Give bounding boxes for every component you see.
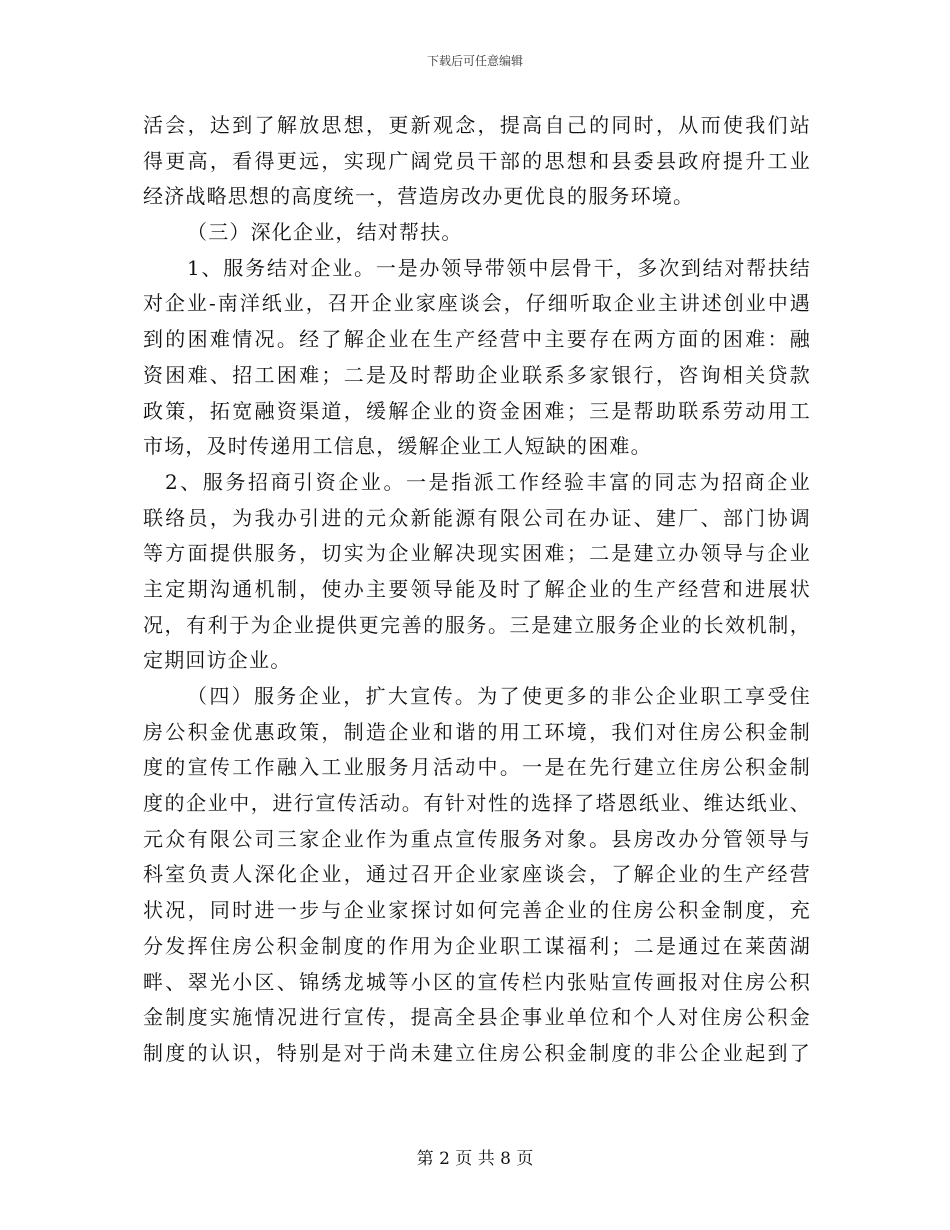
text-line: 况，有利于为企业提供更完善的服务。三是建立服务企业的长效机制， (143, 612, 811, 637)
text-line: 政策，拓宽融资渠道，缓解企业的资金困难；三是帮助联系劳动用工 (143, 398, 811, 423)
text-line: 等方面提供服务，切实为企业解决现实困难；二是建立办领导与企业 (143, 541, 811, 566)
text-line: 联络员，为我办引进的元众新能源有限公司在办证、建厂、部门协调 (143, 505, 811, 530)
text-line: 资困难、招工困难；二是及时帮助企业联系多家银行，咨询相关贷款 (143, 362, 811, 387)
text-line: 元众有限公司三家企业作为重点宣传服务对象。县房改办分管领导与 (143, 826, 811, 851)
text-line: 定期回访企业。 (143, 648, 292, 673)
text-line: 分发挥住房公积金制度的作用为企业职工谋福利；二是通过在莱茵湖 (143, 933, 811, 958)
text-line: 状况，同时进一步与企业家探讨如何完善企业的住房公积金制度，充 (143, 898, 811, 923)
text-line: 市场，及时传递用工信息，缓解企业工人短缺的困难。 (143, 434, 652, 459)
text-line: 得更高，看得更远，实现广阔党员干部的思想和县委县政府提升工业 (143, 148, 811, 173)
text-line: 经济战略思想的高度统一，营造房改办更优良的服务环境。 (143, 184, 695, 209)
text-line: 房公积金优惠政策，制造企业和谐的用工环境，我们对住房公积金制 (143, 719, 811, 744)
text-line: 1、服务结对企业。一是办领导带领中层骨干，多次到结对帮扶结 (187, 255, 811, 280)
text-line: 度的企业中，进行宣传活动。有针对性的选择了塔恩纸业、维达纸业、 (143, 791, 811, 816)
text-line: 金制度实施情况进行宣传，提高全县企事业单位和个人对住房公积金 (143, 1005, 811, 1030)
section-heading: （三）深化企业，结对帮扶。 (187, 220, 463, 245)
text-line: 对企业-南洋纸业，召开企业家座谈会，仔细听取企业主讲述创业中遇 (143, 291, 811, 316)
text-line: 制度的认识，特别是对于尚未建立住房公积金制度的非公企业起到了 (143, 1040, 811, 1065)
text-line: 度的宣传工作融入工业服务月活动中。一是在先行建立住房公积金制 (143, 755, 811, 780)
text-line: 活会，达到了解放思想，更新观念，提高自己的同时，从而使我们站 (143, 113, 811, 137)
text-line: 畔、翠光小区、锦绣龙城等小区的宣传栏内张贴宣传画报对住房公积 (143, 969, 811, 994)
header-note: 下载后可任意编辑 (426, 54, 523, 68)
section-heading: （四）服务企业，扩大宣传。为了使更多的非公企业职工享受住 (187, 684, 811, 708)
document-body (143, 108, 811, 1072)
text-line: 主定期沟通机制，使办主要领导能及时了解企业的生产经营和进展状 (143, 576, 811, 601)
text-line: 科室负责人深化企业，通过召开企业家座谈会，了解企业的生产经营 (143, 862, 811, 887)
text-line: 2、服务招商引资企业。一是指派工作经验丰富的同志为招商企业 (165, 469, 811, 494)
page-number: 第 2 页 共 8 页 (416, 1149, 534, 1169)
text-line: 到的困难情况。经了解企业在生产经营中主要存在两方面的困难：融 (143, 327, 811, 352)
